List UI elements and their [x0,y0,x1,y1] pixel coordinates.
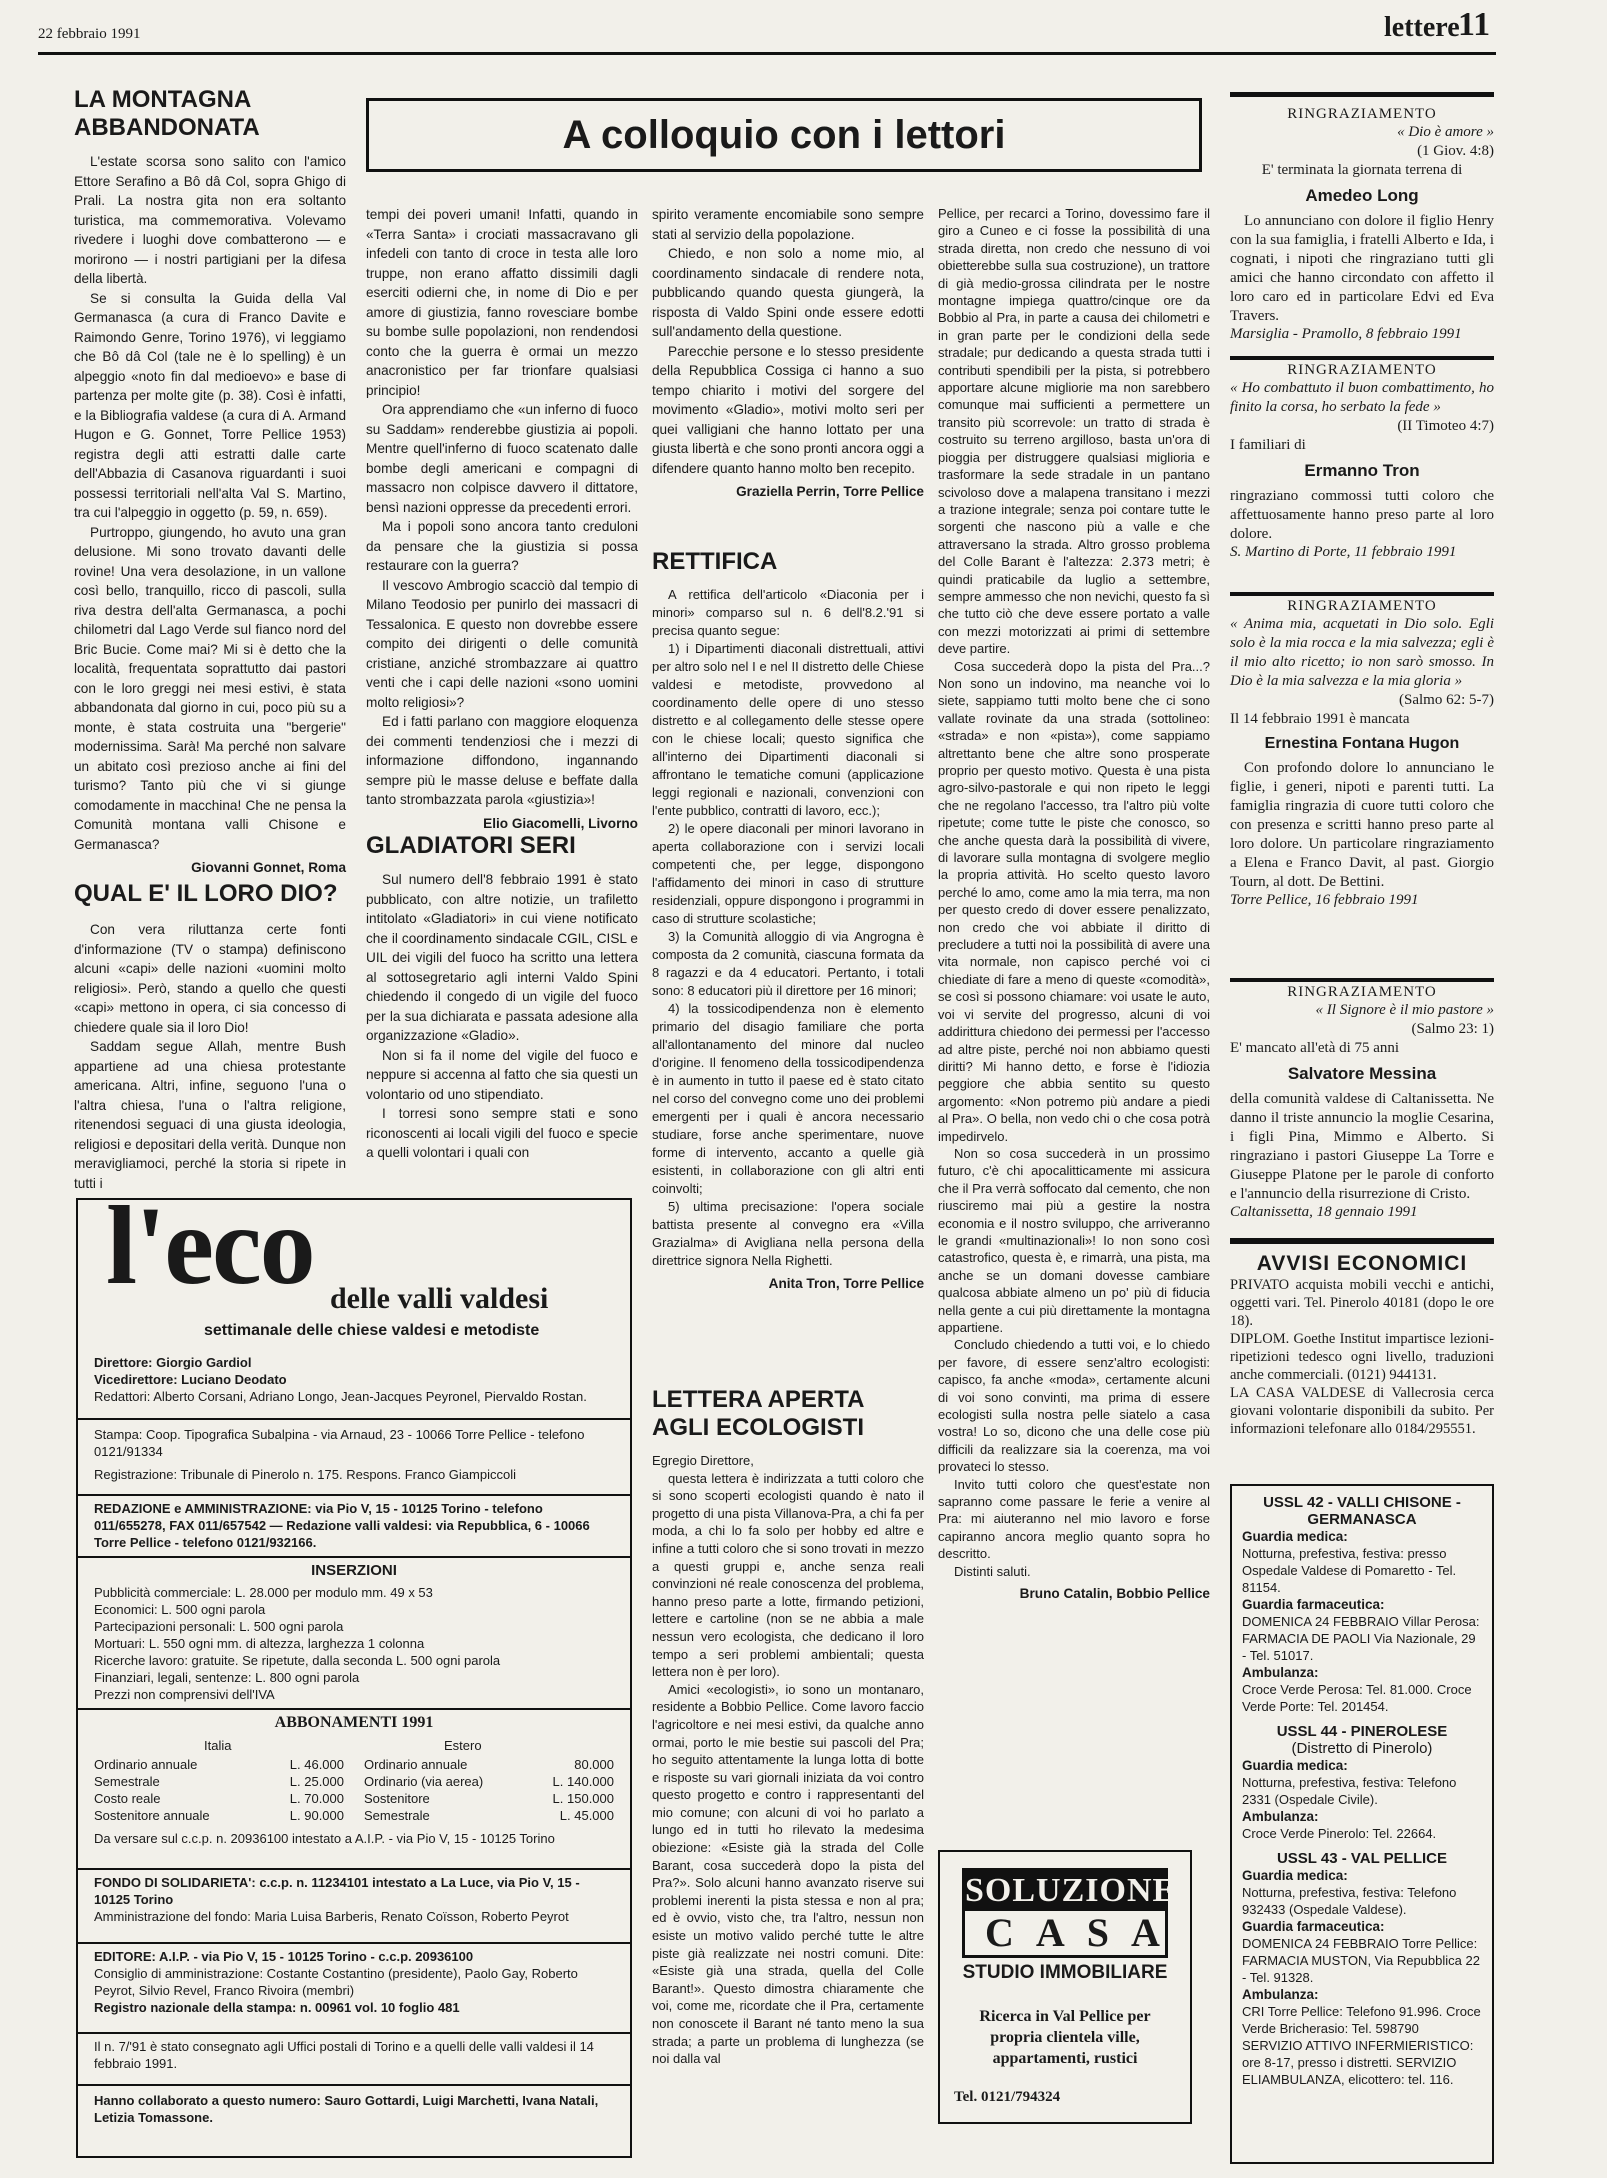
price-row [364,1807,614,1824]
masthead-box [76,1184,632,2158]
masthead-staff [94,1354,614,1405]
inserzioni-item: Partecipazioni personali: L. 500 ogni parola [94,1619,344,1634]
paragraph: Cosa succederà dopo la pista del Pra...? Non sono un indovino, ma neanche voi lo siete, sappiamo tutti molto bene che ci sono vallate rovinate da una strada (sottolineo: «strada» e non «pista»), come sappiamo altrettanto bene che altre sono prosperate proprio per questo motivo. Questa è una pista agro-silvo-pastorale e qui non ripeto le leggi che ne regolano l'accesso, tra l'altro più volte ripetute; come tutte le piste che conosco, so che anche questa darà la possibilità di vivere, di lavorare sulla montagna di svolgere meglio la propria attività. Ho scelto questo lavoro perché lo amo, come amo la mia terra, ma non per questo credo di dover essere penalizzato, non credo che voi abbiate il diritto di precludere a tutti noi la possibilità di avere una vita normale, non capisco perché voi ci chiediate di fare a meno di queste «comodità», se così si possono chiamare: voi usate le auto, voi vi servite del progresso, alcuni di voi addirittura chiedono dei permessi per l'accesso ad altre piste, perché noi non abbiamo questi diritti? Mi hanno detto, e forse è l'idiozia peggiore che abbia sentito su questo argomento: «Non potremo più andare a piedi al Pra». O bella, non vedo chi o che cosa potrà impedirvelo. [938,658,1210,1144]
column-rule [1230,1238,1494,1244]
consiglio-line: Consiglio di amministrazione: Costante Costantino (presidente), Paolo Gay, Roberto Peyrot, Silvio Revel, Franco Rivoira (membri) [94,1966,578,1998]
ringraziamento-body [1230,1090,1494,1204]
paragraph: Purtroppo, giungendo, ho avuto una gran delusione. Mi sono trovato davanti delle rovine! Una vera desolazione, in un vallone così bello, tranquillo, ricco di pascoli, sulla riva destra dell'alta Germanasca, a pochi chilometri dal Lago Verde sul fianco nord del Bric Bucie. Come mai? Mi si è detto che la località, frequentata soprattutto dai pastori con le loro greggi nei mesi estivi, è stata abbandonata dal giorno in cui, poco più su a monte, è stata costruita una "bergerie" modernissima. Sarà! Ma perché non salvare un abitato così prezioso anche ai fini del turismo? Tanto più che vi si giunge comodamente in macchina! Che ne pensa la Comunità montana valli Chisone e Germanasca? [74,524,346,852]
article-dio-continued [366,205,638,831]
vicedirector-line: Vicedirettore: Luciano Deodato [94,1372,287,1387]
ringraziamento-body [1230,212,1494,326]
ussl-title: USSL 43 - VAL PELLICE [1276,1850,1448,1867]
ringraziamento-2 [1230,362,1494,561]
paragraph: Con profondo dolore lo annunciano le figlie, i generi, nipoti e parenti tutti. La famiglia ringrazia di cuore tutti coloro che con presenza e scritti hanno preso parte al loro dolore. Un particolare ringraziamento a Elena e Franco Davit, al past. Giorgio Tourn, al dott. De Bettini. [1230,760,1494,890]
article-montagna [74,86,346,875]
paragraph: 2) le opere diaconali per minori lavorano in aperta collaborazione con i servizi locali competenti che, per legge, dispongono l'affidamento dei minori in caso di strutture residenziali, oppure dispongono i programmi in caso di strutture scolastiche; [652,821,924,926]
ringraziamento-ref: (Salmo 23: 1) [1411,1021,1494,1037]
ussl-title: USSL 44 - PINEROLESE [1276,1723,1448,1740]
price-row [94,1773,344,1790]
ringraziamento-place: Marsiglia - Pramollo, 8 febbraio 1991 [1230,326,1462,342]
paragraph: ringraziano commossi tutti coloro che affettuosamente hanno preso parte al loro dolore. [1230,488,1494,542]
divider [78,1556,630,1558]
fondo-block [94,1874,614,1925]
editore-line: EDITORE: A.I.P. - via Pio V, 15 - 10125 Torino - c.c.p. 20936100 [94,1949,474,1964]
paragraph: Chiedo, e non solo a nome mio, al coordinamento sindacale di rendere nota, pubblicando quando questa giungerà, la risposta di Valdo Spini onde essere edotti sull'andamento della questione. [652,246,924,339]
inserzioni-list [94,1584,614,1703]
price-label: Ordinario annuale [94,1757,198,1772]
registrazione-line: Registrazione: Tribunale di Pinerolo n. 175. Respons. Franco Giampiccoli [94,1467,516,1482]
paragraph: Con vera riluttanza certe fonti d'informazione (TV o stampa) definiscono alcuni «capi» delle nazioni «uomini molto religiosi». Però, stando a quello che questi «capi» mettono in opera, ci sia concesso di chiedere quale sia il loro Dio! [74,922,346,1035]
paragraph: I torresi sono sempre stati e sono riconoscenti ai locali vigili del fuoco e specie a quelli volontari i quali con [366,1106,638,1160]
header-rule [38,52,1496,55]
ussl-text: CRI Torre Pellice: Telefono 91.996. Croce Verde Bricherasio: Tel. 598790 SERVIZIO ATTIVO INFERMIERISTICO: ore 8-17, presso i distretti. SERVIZIO ELIAMBULANZA, elicottero: tel. 116. [1242,2004,1481,2087]
paragraph: Egregio Direttore, [652,1453,754,1468]
ringraziamento-name: Ernestina Fontana Hugon [1264,735,1460,752]
divider [78,1494,630,1496]
collaborato-block [94,2092,614,2126]
ussl-box [1230,1484,1494,2164]
ringraziamento-quote: « Ho combattuto il buon combattimento, ho finito la corsa, ho serbato la fede » [1230,380,1494,415]
ussl-text: Notturna, prefestiva, festiva: Telefono 932433 (Ospedale Valdese). [1242,1885,1457,1917]
paragraph: spirito veramente encomiabile sono sempre stati al servizio della popolazione. [652,207,924,242]
italia-prices [94,1756,344,1824]
price-label: Semestrale [364,1808,430,1823]
ringraziamento-4 [1230,984,1494,1221]
paragraph: 1) i Dipartimenti diaconali distrettuali, attivi per altro solo nel I e nel II distretto delle Chiese valdesi e metodiste, provvedono al coordinamento delle opere di uno stesso distretto e al collegamento delle stesse opere con le chiese locali; questo significa che all'interno dei Dipartimenti diaconali si affrontano le tematiche comuni (applicazione leggi regionali e nazionali, convenzioni con l'ente pubblico, contratti di lavoro, ecc.); [652,641,924,818]
price-value: L. 45.000 [559,1808,614,1823]
paragraph: 5) ultima precisazione: l'opera sociale battista presente al convegno era «Villa Grazialma» di Avigliana nella persona della direttrice signora Nella Righetti. [652,1199,924,1268]
fondo-admin-line: Amministrazione del fondo: Maria Luisa Barberis, Renato Coïsson, Roberto Peyrot [94,1909,569,1924]
ringraziamento-ref: (II Timoteo 4:7) [1397,418,1494,434]
avvisi-economici [1230,1252,1494,1438]
abbonamenti-title: ABBONAMENTI 1991 [274,1714,434,1731]
inserzioni-item: Pubblicità commerciale: L. 28.000 per modulo mm. 49 x 53 [94,1585,433,1600]
price-label: Costo reale [94,1791,161,1806]
ussl-label: Guardia medica: [1242,1529,1348,1544]
ringraziamento-heading: RINGRAZIAMENTO [1287,362,1437,378]
price-label: Ordinario annuale [364,1757,468,1772]
inserzioni-title: INSERZIONI [311,1562,397,1579]
article-dio [74,880,346,1193]
price-value: L. 46.000 [289,1757,344,1772]
masthead-logo2: delle valli valdesi [330,1282,549,1315]
ringraziamento-1 [1230,106,1494,343]
ringraziamento-name: Ermanno Tron [1304,461,1420,480]
signature: Anita Tron, Torre Pellice [768,1276,924,1291]
article-rettifica [652,548,924,1291]
lettera-title: LETTERA APERTA AGLI ECOLOGISTI [652,1386,865,1441]
article-gladiatori [366,832,638,1163]
ringraziamento-name: Salvatore Messina [1287,1064,1437,1083]
colloquio-banner [366,98,1202,172]
column-rule [1230,592,1494,596]
column-rule [1230,356,1494,360]
soluzione-logo [962,1868,1182,1958]
signature: Elio Giacomelli, Livorno [483,815,638,831]
divider [78,2032,630,2034]
gladiatori-cont-body [652,205,924,478]
ussl-text: Croce Verde Pinerolo: Tel. 22664. [1242,1826,1437,1841]
ringraziamento-body [1230,487,1494,544]
paragraph: Non si fa il nome del vigile del fuoco e neppure si accenna al fatto che sia questi un volontario od uno stipendiato. [366,1047,638,1102]
ringraziamento-intro: E' mancato all'età di 75 anni [1230,1040,1400,1056]
avviso-item: DIPLOM. Goethe Institut impartisce lezioni-ripetizioni tedesco ogni livello, traduzioni anche commerciali. (0121) 944131. [1230,1331,1494,1383]
inserzioni-item: Mortuari: L. 550 ogni mm. di altezza, larghezza 1 colonna [94,1636,425,1651]
paragraph: 4) la tossicodipendenza non è elemento primario del disagio familiare che porta all'allontanamento del minore dal nucleo d'origine. Il fenomeno della tossicodipendenza è in aumento in tutto il paese ed è stato citato nel corso del convegno come uno dei problemi emergenti per i quali è ancora necessario studiare, forse anche sperimentare, nuove forme di intervento, accanto a quelle già esistenti, in collaborazione con gli altri enti coinvolti; [652,1001,924,1196]
signature: Bruno Catalin, Bobbio Pellice [1019,1586,1210,1602]
editors-line: Redattori: Alberto Corsani, Adriano Longo, Jean-Jacques Peyronel, Piervaldo Rostan. [94,1389,587,1404]
italia-label: Italia [204,1738,232,1753]
dio-cont-body [366,205,638,810]
header-date: 22 febbraio 1991 [38,26,141,42]
montagna-title: LA MONTAGNA ABBANDONATA [74,86,260,141]
paragraph: della comunità valdese di Caltanissetta. Ne danno il triste annuncio la moglie Cesarina, i figli Pina, Mimmo e Alberto. Si ringraziano i pastori Giuseppe La Torre e Giuseppe Platone per le parole di conforto e l'annuncio della risurrezione di Cristo. [1230,1091,1494,1202]
ringraziamento-ref: (1 Giov. 4:8) [1417,143,1494,159]
ussl-subtitle: (Distretto di Pinerolo) [1291,1740,1433,1757]
price-value: L. 25.000 [289,1774,344,1789]
ussl-section [1242,1723,1482,1842]
paragraph: Se si consulta la Guida della Val Germanasca (a cura di Franco Davite e Raimondo Genre, Torino 1976), vi leggiamo che Bô dâ Col (tale ne è lo spelling) è un alpeggio «noto fin dal medioevo» e base di partenza per molte gite (p. 38). Così è infatti, e la Bibliografia valdese (a cura di A. Armand Hugon e G. Gonnet, Torre Pellice 1953) registra degli atti estratti dalle carte dell'Abbazia di Casanova riguardanti i suoi possessi territoriali nell'alta Val S. Martino, tra cui l'alpeggio in oggetto (p. 59, n. 659). [74,290,346,520]
ringraziamento-intro: I familiari di [1230,437,1306,453]
price-value: 80.000 [574,1757,614,1772]
article-lettera [652,1386,924,2068]
versare-line: Da versare sul c.c.p. n. 20936100 intestato a A.I.P. - via Pio V, 15 - 10125 Torino [94,1831,555,1846]
paragraph: Concludo chiedendo a tutti voi, e lo chiedo per favore, di essere senz'altro ecologisti: capisco, fa anche «moda», certamente alcuni di voi sono convinti, ma prima di essere ecologisti sulla nostra pelle siatelo a casa vostra! Lo so, dicono che una delle cose più difficili da realizzare sia la coerenza, ma voi provateci lo stesso. [938,1337,1210,1475]
lettera-cont-body [938,205,1210,1580]
gladiatori-title: GLADIATORI SERI [366,832,576,859]
ussl-text: Notturna, prefestiva, festiva: presso Ospedale Valdese di Pomaretto - Tel. 81154. [1242,1546,1457,1595]
price-row [364,1756,614,1773]
ringraziamento-intro: E' terminata la giornata terrena di [1261,162,1463,178]
soluzione-line2: CASA [985,1910,1182,1955]
gladiatori-body [366,870,638,1163]
paragraph: A rettifica dell'articolo «Diaconia per i minori» comparso sul n. 6 dell'8.2.'91 si precisa quanto segue: [652,587,924,638]
redazione-line: REDAZIONE e AMMINISTRAZIONE: via Pio V, 15 - 10125 Torino - telefono 011/655278, FAX 011/657542 — Redazione valli valdesi: via Repubblica, 6 - 10066 Torre Pellice - telefono 0121/932166. [94,1501,590,1550]
paragraph: L'estate scorsa sono salito con l'amico Ettore Serafino a Bô dâ Col, sopra Ghigo di Prali. La nostra gita non era soltanto turistica, ma commemorativa. Volevamo rivedere i luoghi dove combatterono — e morirono — i nostri partigiani per la difesa della libertà. [74,154,346,286]
divider [78,1868,630,1870]
fondo-line: FONDO DI SOLIDARIETA': c.c.p. n. 11234101 intestato a La Luce, via Pio V, 15 - 10125 Torino [94,1875,580,1907]
dio-body [74,920,346,1193]
versare-block [94,1830,614,1847]
article-gladiatori-continued [652,205,924,499]
masthead-subtitle: settimanale delle chiese valdesi e metodiste [204,1322,540,1339]
ussl-text: DOMENICA 24 FEBBRAIO Torre Pellice: FARMACIA MUSTON, Via Repubblica 22 - Tel. 91328. [1242,1936,1480,1985]
avvisi-title: AVVISI ECONOMICI [1256,1252,1468,1275]
estero-label: Estero [444,1738,482,1753]
page-number: 11 [1458,6,1491,43]
ringraziamento-quote: « Anima mia, acquetati in Dio solo. Egli solo è la mia rocca e la mia salvezza; egli è il mio alto ricetto; io non sarò smosso. In Dio è la mia salvezza e la mia gloria » [1230,616,1494,689]
price-row [364,1790,614,1807]
rettifica-title: RETTIFICA [652,548,778,575]
numero-block [94,2038,614,2072]
ussl-label: Guardia farmaceutica: [1242,1919,1385,1934]
paragraph: tempi dei poveri umani! Infatti, quando in «Terra Santa» i crociati massacravano gli infedeli con tanto di croce in testa alle loro truppe, non erano affatto dissimili dagli eserciti odierni che, in nome di Dio e per amore di giustizia, fanno rovesciare bombe su bombe sulle popolazioni, non rendendosi conto che la guerra è ormai un mezzo anacronistico per far trionfare qualsiasi principio! [366,207,638,398]
colloquio-title: A colloquio con i lettori [562,113,1006,157]
ussl-text: DOMENICA 24 FEBBRAIO Villar Perosa: FARMACIA DE PAOLI Via Nazionale, 29 - Tel. 51017. [1242,1614,1480,1663]
soluzione-line3: STUDIO IMMOBILIARE [962,1962,1168,1983]
paragraph: Sul numero dell'8 febbraio 1991 è stato pubblicato, con altre notizie, un trafiletto intitolato «Gladiatori» in cui viene notificato che il coordinamento sindacale CGIL, CISL e UIL dei vigili del fuoco ha scritto una lettera al sottosegretario agli interni Valdo Spini chiedendo il congedo di un vigile del fuoco per la sua dichiarata e passata adesione alla organizzazione «Gladio». [366,872,638,1043]
ringraziamento-place: Torre Pellice, 16 febbraio 1991 [1230,892,1419,908]
signature: Graziella Perrin, Torre Pellice [736,484,924,499]
ussl-label: Ambulanza: [1242,1665,1319,1680]
masthead-logo: l'eco [106,1184,314,1308]
paragraph: 3) la Comunità alloggio di via Angrogna è composta da 2 comunità, ciascuna formata da 8 ragazzi e da 4 educatori. Pertanto, i totali sono: 8 educatori più il direttore per 16 minori; [652,929,924,998]
paragraph: Ora apprendiamo che «un inferno di fuoco su Saddam» renderebbe giustizia ai popoli. Mentre quell'inferno di fuoco scatenato dalle bombe degli americani e compagni di massacro non colpisce davvero il dittatore, bensì nazioni oppresse da precedenti errori. [366,402,638,515]
redazione-block [94,1500,614,1551]
inserzioni-item: Prezzi non comprensivi dell'IVA [94,1687,275,1702]
price-row [94,1756,344,1773]
paragraph: Pellice, per recarci a Torino, dovessimo fare il giro a Cuneo e ci fosse la possibilità di una strada diretta, non credo che nessuno di voi obietterebbe sulla sua costruzione), un trattore di già medio-grossa cilindrata per le nostre montagne impiega quattro/cinque ore da Bobbio al Pra, in parte a causa dei chilometri e in gran parte per le condizioni della sede stradale; pur dedicando a questa strada tutti i contributi spendibili per la pista, si potrebbero apportare alcune migliorie ma non sarebbero comunque mai sufficienti a permettere un transito più scorrevole: un tratto di strada è costruito su terreno argilloso, basta un'ora di pioggia per distruggere qualsiasi miglioria e trasformare la sede stradale in un pantano scivoloso dove a malapena transitano i mezzi a trazione integrale; senza poi contare tutte le sorgenti che nascono più a valle e che attraversano la strada. Altro grosso problema del Colle Barant è l'altezza: 2.373 metri; è quindi praticabile da luglio a settembre, sempre ammesso che non nevichi, questo fa sì che tutto ciò che deve essere portato a valle con mezzi motorizzati ai primi di settembre deve partire. [938,206,1210,657]
ringraziamento-heading: RINGRAZIAMENTO [1287,106,1437,122]
divider [78,1708,630,1710]
price-label: Sostenitore [364,1791,430,1806]
article-lettera-continued [938,205,1210,1601]
ussl-section [1242,1850,1482,2088]
ussl-text: Notturna, prefestiva, festiva: Telefono 2331 (Ospedale Civile). [1242,1775,1457,1807]
ussl-text: Croce Verde Perosa: Tel. 81.000. Croce Verde Porte: Tel. 201454. [1242,1682,1472,1714]
ringraziamento-name: Amedeo Long [1305,186,1419,205]
ussl-label: Guardia medica: [1242,1868,1348,1883]
estero-prices [364,1756,614,1824]
ringraziamento-place: Caltanissetta, 18 gennaio 1991 [1230,1204,1418,1220]
lettera-body [652,1452,924,2068]
paragraph: Amici «ecologisti», io sono un montanaro, residente a Bobbio Pellice. Come lavoro faccio l'agricoltore e nei mesi estivi, da qualche anno ormai, porto le mie bestie sui pascoli del Pra; ho seguito attentamente la lunga lotta di botte e risposte su vari giornali iniziata da voi contro questo progetto e contro i rappresentanti del mio comune; con alcuni di voi ho parlato a lungo ed in tutti ho rilevato la medesima obiezione: «Esiste già la strada del Colle Barant, cosa succederà dopo la pista del Pra?». Solo alcuni hanno avanzato riserve sui problemi inerenti la pista stessa e non al pra; ed è ovvio, visto che, tra l'altro, nessun non esiste un motivo valido perché tutte le altre piste già realizzate nei nostri comuni. Dite: «Esiste già una strada, quella del Colle Barant!». Questo dimostra chiaramente che voi, come me, ricordate che il Pra, certamente non conoscete il Barant né tanto meno la sua strada; a parte un problema di lunghezza (se noi dalla val [652,1681,924,2067]
paragraph: questa lettera è indirizzata a tutti coloro che si sono scoperti ecologisti quando è nato il progetto di una pista Villanova-Pra, a chi fa per moda, a chi lo fa solo per hobby ed altre e infine a tutti coloro che si sono trovati in mezzo a questi gruppi e, anche senza reali convinzioni né reale conoscenza del problema, hanno preso parte a lotte, firmando petizioni, lettere e cartoline (non se ne abbia a male nessun vero ecologista, che dedicano il loro tempo a seri problemi ambientali; questa lettera non è per loro). [652,1470,924,1680]
paragraph: Ed i fatti parlano con maggiore eloquenza dei commenti tendenziosi che i mezzi di informazione diffondono, ingannando sempre più le masse deluse e beffate dalla tanto strombazzata parola «giustizia»! [366,714,638,807]
paragraph: Invito tutti coloro che quest'estate non sapranno come passare le ferie a venire al Pra: mi aiuteranno nel mio lavoro e forse capiranno ancora meglio quanto sopra ho descritto. [938,1476,1210,1562]
ussl-label: Guardia medica: [1242,1758,1348,1773]
paragraph: Saddam segue Allah, mentre Bush appartiene ad una chiesa protestante americana. Altri, infine, seguono l'una o l'altra chiesa, l'una o l'altra religione, ritenendosi seguaci di una giusta ideologia, religiosi e depositari della verità. Dunque non meravigliamoci, perché la storia si ripete in tutti i [74,1039,346,1191]
numero-line: Il n. 7/'91 è stato consegnato agli Uffici postali di Torino e a quelli delle valli valdesi il 14 febbraio 1991. [94,2039,594,2071]
paragraph: Distinti saluti. [954,1563,1031,1579]
price-value: L. 90.000 [289,1808,344,1823]
registro-line: Registro nazionale della stampa: n. 00961 vol. 10 foglio 481 [94,2000,460,2015]
price-row [94,1807,344,1824]
ringraziamento-heading: RINGRAZIAMENTO [1287,984,1437,1000]
price-label: Ordinario (via aerea) [364,1774,484,1789]
ringraziamento-heading: RINGRAZIAMENTO [1287,598,1437,614]
ringraziamento-3 [1230,598,1494,909]
dio-title: QUAL E' IL LORO DIO? [74,880,338,907]
paragraph: Non so cosa succederà in un prossimo futuro, c'è chi apocalitticamente mi assicura che il Pra verrà soffocato dal cemento, che non riusciremo mai più a gestire la nostra economia e il nostro sviluppo, che arriveranno le grandi «multinazionali»! Io non sono così catastrofico, questa è, e rimarrà, una pista, ma anche se un domani dovesse cambiare qualcosa abbiate almeno un po' più di fiducia nella gente a cui più direttamente la montagna appartiene. [938,1145,1210,1335]
avvisi-list [1230,1276,1494,1438]
soluzione-casa-ad [938,1850,1192,2124]
ringraziamento-body [1230,759,1494,892]
header-section: lettere [1384,12,1460,43]
editore-block [94,1948,614,2016]
paragraph: Il vescovo Ambrogio scacciò dal tempio di Milano Teodosio per punirlo dei massacri di Tessalonica. E questo non dovrebbe essere compito dei dirigenti o delle comunità cristiane, anziché strombazzare ai quattro venti che i capi delle nazioni «sono uomini molto religiosi»? [366,577,638,710]
ussl-label: Guardia farmaceutica: [1242,1597,1385,1612]
ussl-label: Ambulanza: [1242,1809,1319,1824]
price-value: L. 70.000 [289,1791,344,1806]
price-row [94,1790,344,1807]
signature: Giovanni Gonnet, Roma [191,860,346,875]
soluzione-text: Ricerca in Val Pellice per propria clientela ville, appartamenti, rustici [979,2008,1151,2067]
divider [78,1942,630,1944]
montagna-body [74,152,346,854]
ringraziamento-intro: Il 14 febbraio 1991 è mancata [1230,711,1410,727]
divider [78,1418,630,1420]
price-label: Sostenitore annuale [94,1808,210,1823]
price-value: L. 140.000 [552,1774,614,1789]
price-label: Semestrale [94,1774,160,1789]
stampa-line: Stampa: Coop. Tipografica Subalpina - via Arnaud, 23 - 10066 Torre Pellice - telefono 0121/91334 [94,1427,585,1459]
ussl-label: Ambulanza: [1242,1987,1319,2002]
price-value: L. 150.000 [552,1791,614,1806]
ussl-title: USSL 42 - VALLI CHISONE - GERMANASCA [1263,1494,1461,1528]
avviso-item: LA CASA VALDESE di Vallecrosia cerca giovani volontarie disponibili da subito. Per informazioni telefonare allo 0184/295551. [1230,1385,1494,1437]
ringraziamento-place: S. Martino di Porte, 11 febbraio 1991 [1230,544,1457,560]
ussl-section [1242,1494,1482,1715]
inserzioni-item: Ricerche lavoro: gratuite. Se ripetute, dalla seconda L. 500 ogni parola [94,1653,501,1668]
price-row [364,1773,614,1790]
soluzione-line1: SOLUZIONE [965,1872,1177,1909]
inserzioni-item: Finanziari, legali, sentenze: L. 800 ogni parola [94,1670,360,1685]
inserzioni-item: Economici: L. 500 ogni parola [94,1602,266,1617]
ringraziamento-ref: (Salmo 62: 5-7) [1399,692,1494,708]
director-line: Direttore: Giorgio Gardiol [94,1355,252,1370]
soluzione-tel: Tel. 0121/794324 [954,2089,1061,2105]
column-rule [1230,978,1494,982]
stampa-block [94,1426,614,1483]
rettifica-body [652,586,924,1270]
ringraziamento-quote: « Il Signore è il mio pastore » [1315,1002,1494,1018]
paragraph: Parecchie persone e lo stesso presidente della Repubblica Cossiga ci hanno a suo tempo chiarito i motivi del sorgere del movimento «Gladio», motivi molto seri per quei valligiani che hanno lottato per una giusta libertà e che sono pronti ancora oggi a difendere quanto hanno molto ben recepito. [652,343,924,476]
paragraph: Lo annunciano con dolore il figlio Henry con la sua famiglia, i fratelli Alberto e Ida, i cognati, i nipoti che ringraziano tutti gli amici che hanno circondato con affetto il loro caro ed in particolare Edvi ed Eva Travers. [1230,213,1494,324]
divider [78,2084,630,2086]
avviso-item: PRIVATO acquista mobili vecchi e antichi, oggetti vari. Tel. Pinerolo 40181 (dopo le ore 18). [1230,1277,1494,1329]
collaborato-line: Hanno collaborato a questo numero: Sauro Gottardi, Luigi Marchetti, Ivana Natali, Letizia Tomassone. [94,2093,599,2125]
column-rule [1230,92,1494,97]
ringraziamento-quote: « Dio è amore » [1397,124,1494,140]
paragraph: Ma i popoli sono ancora tanto creduloni da pensare che la giustizia si possa restaurare con la guerra? [366,519,638,573]
